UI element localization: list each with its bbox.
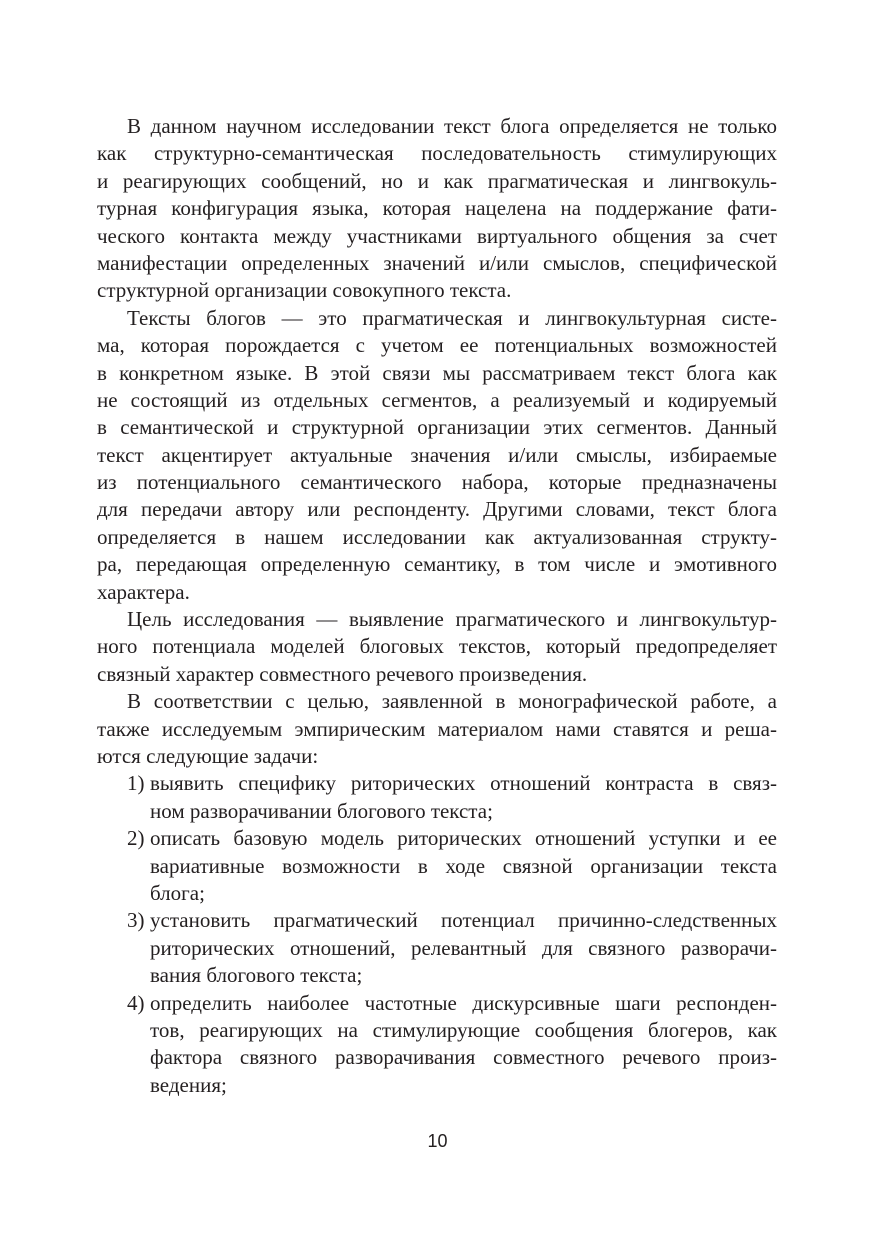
text-line: ного потенциала моделей блоговых текстов, который предопределяет (97, 634, 777, 659)
task-line (97, 880, 777, 907)
task-text: ведения; (150, 1072, 227, 1097)
text-line: в конкретном языке. В этой связи мы рассматриваем текст блога как (97, 360, 777, 385)
task-text: риторических отношений, релевантный для связного разворачи- (150, 935, 777, 960)
task-line (97, 825, 777, 852)
text-line: Тексты блогов — это прагматическая и лингвокультурная систе- (127, 305, 777, 330)
text-line: связный характер совместного речевого произведения. (97, 661, 588, 686)
text-line: В соответствии с целью, заявленной в монографической работе, а (127, 689, 777, 714)
task-number: 4) (127, 990, 145, 1015)
task-number: 3) (127, 908, 145, 933)
task-line (97, 1017, 777, 1044)
text-line: текст акцентирует актуальные значения и/или смыслы, избираемые (97, 442, 777, 467)
body-text (97, 113, 777, 1099)
text-line: и реагирующих сообщений, но и как прагматическая и лингвокуль- (97, 168, 777, 193)
page-number: 10 (427, 1131, 448, 1151)
text-line: манифестации определенных значений и/или смыслов, специфической (97, 250, 777, 275)
task-list-item (97, 770, 777, 825)
text-line: ются следующие задачи: (97, 743, 319, 768)
task-text: установить прагматический потенциал причинно-следственных (150, 908, 777, 933)
task-list-item (97, 907, 777, 989)
text-line: характера. (97, 579, 190, 604)
paragraph (97, 305, 777, 606)
task-text: определить наиболее частотные дискурсивные шаги респонден- (150, 990, 777, 1015)
paragraph (97, 688, 777, 770)
text-line: Цель исследования — выявление прагматического и лингвокультур- (127, 607, 777, 632)
text-line: определяется в нашем исследовании как актуализованная структу- (97, 524, 777, 549)
task-line (97, 853, 777, 880)
text-line: ра, передающая определенную семантику, в том числе и эмотивного (97, 552, 777, 577)
task-number: 1) (127, 771, 145, 796)
task-text: фактора связного разворачивания совместного речевого произ- (150, 1045, 777, 1070)
text-line: также исследуемым эмпирическим материалом нами ставятся и реша- (97, 716, 777, 741)
text-line: ческого контакта между участниками виртуального общения за счет (97, 223, 777, 248)
paragraph (97, 606, 777, 688)
task-line (97, 798, 777, 825)
task-list-item (97, 990, 777, 1100)
text-line: В данном научном исследовании текст блога определяется не только (127, 114, 777, 138)
task-line (97, 1072, 777, 1099)
task-text: вания блогового текста; (150, 963, 363, 988)
text-line: не состоящий из отдельных сегментов, а реализуемый и кодируемый (97, 387, 777, 412)
paragraph (97, 113, 777, 305)
task-line (97, 962, 777, 989)
text-line: в семантической и структурной организации этих сегментов. Данный (97, 415, 777, 440)
text-line: структурной организации совокупного текста. (97, 278, 512, 303)
task-line (97, 935, 777, 962)
text-line: ма, которая порождается с учетом ее потенциальных возможностей (97, 333, 777, 358)
task-text: ном разворачивании блогового текста; (150, 798, 493, 823)
task-text: описать базовую модель риторических отношений уступки и ее (150, 826, 777, 851)
task-text: вариативные возможности в ходе связной организации текста (150, 853, 777, 878)
task-line (97, 770, 777, 797)
task-line (97, 1044, 777, 1071)
task-text: блога; (150, 880, 205, 905)
text-line: как структурно-семантическая последовательность стимулирующих (97, 141, 777, 166)
task-text: тов, реагирующих на стимулирующие сообщения блогеров, как (150, 1017, 777, 1042)
text-line: для передачи автору или респонденту. Другими словами, текст блога (97, 497, 777, 522)
task-list-item (97, 825, 777, 907)
task-line (97, 990, 777, 1017)
text-line: из потенциального семантического набора, которые предназначены (97, 470, 777, 495)
text-line: турная конфигурация языка, которая нацелена на поддержание фати- (97, 196, 777, 221)
task-number: 2) (127, 826, 145, 851)
task-line (97, 907, 777, 934)
task-text: выявить специфику риторических отношений контраста в связ- (150, 771, 777, 796)
